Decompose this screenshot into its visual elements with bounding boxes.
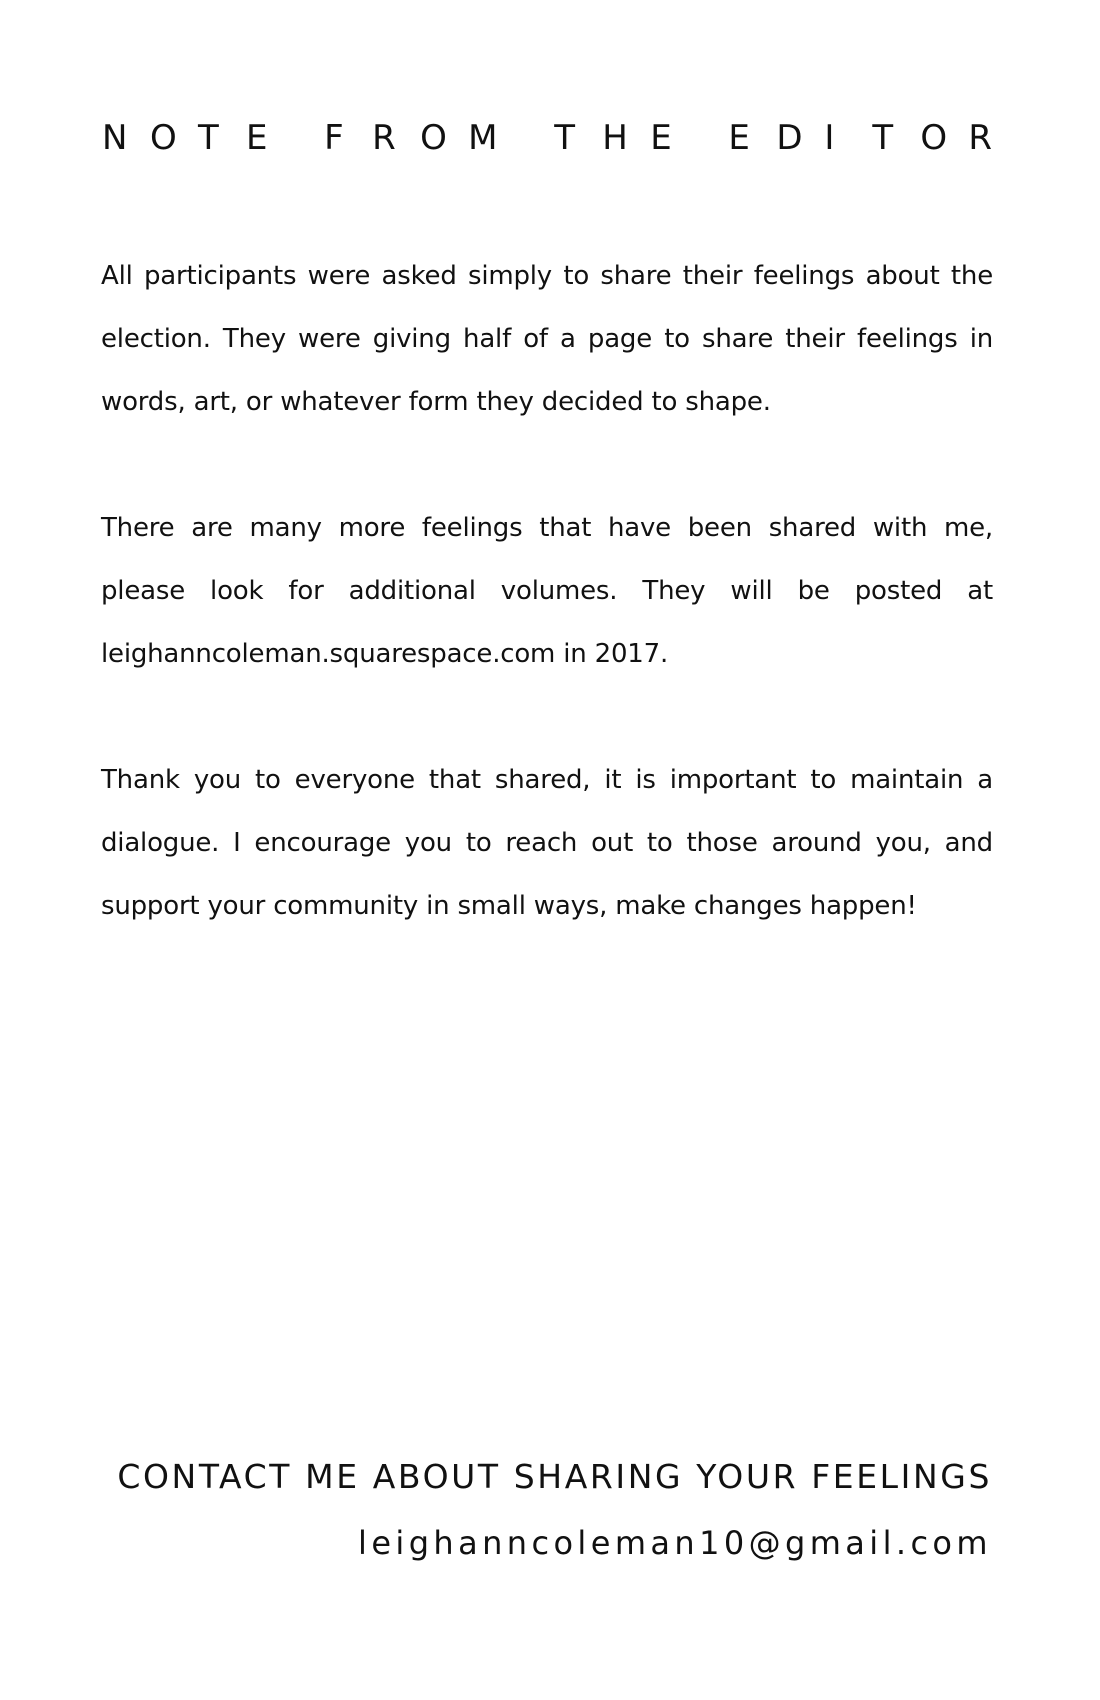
contact-block [117,1455,992,1565]
title-letter: F [324,118,344,158]
title-letter: R [372,118,396,158]
paragraph-volumes: There are many more feelings that have been shared with me, please look for additional volumes. They will be posted at leighanncoleman.squarespace.com in 2017. [101,513,993,669]
title-letter: O [150,118,177,158]
paragraph-thanks: Thank you to everyone that shared, it is important to maintain a dialogue. I encourage you to reach out to those around you, and support your community in small ways, make changes happen! [101,765,993,921]
title-letter: M [468,118,498,158]
title-letter: T [554,118,575,158]
title-letter: E [728,118,750,158]
title-letter: E [246,118,268,158]
title-letter: E [650,118,672,158]
title-letter: R [968,118,992,158]
title-word-editor [728,118,992,158]
title-letter: T [198,118,219,158]
title-word-note [102,118,267,158]
title-letter: O [420,118,447,158]
editor-note-body [101,245,993,1001]
paragraph-intro: All participants were asked simply to share their feelings about the election. They were giving half of a page to share their feelings in words, art, or whatever form they decided to shape. [101,261,993,417]
page-title [102,118,992,158]
title-word-the [554,118,671,158]
title-letter: D [776,118,803,158]
title-letter: O [920,118,948,158]
title-letter: T [872,118,894,158]
contact-email-link[interactable]: leighanncoleman10@gmail.com [358,1524,992,1562]
title-letter: I [824,118,835,158]
title-letter: H [602,118,628,158]
title-word-from [324,118,497,158]
contact-heading: CONTACT ME ABOUT SHARING YOUR FEELINGS [117,1457,992,1496]
title-letter: N [102,118,128,158]
